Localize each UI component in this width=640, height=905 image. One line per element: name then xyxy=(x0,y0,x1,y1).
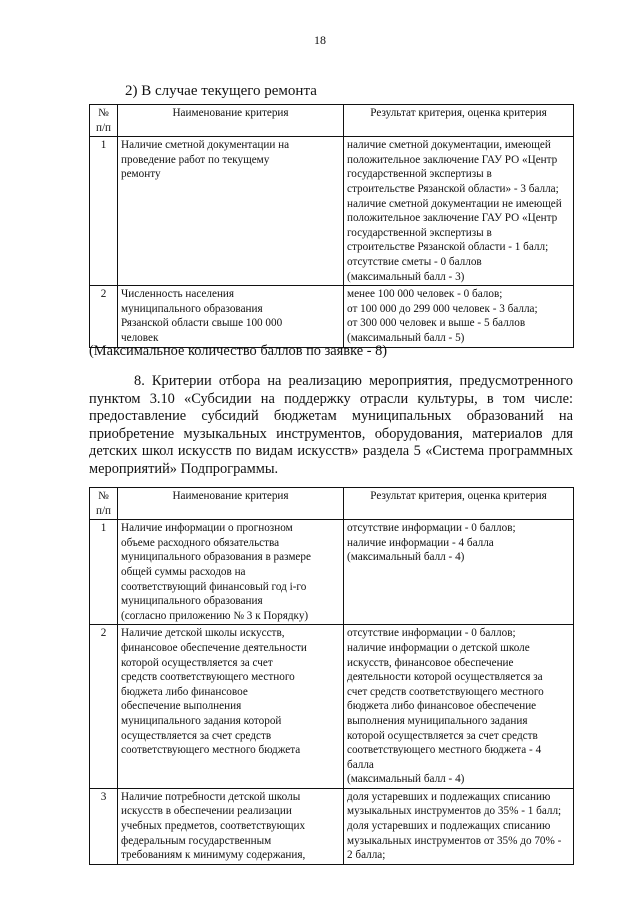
table-row xyxy=(90,520,574,625)
row-criterion-result: менее 100 000 человек - 0 балов; от 100 000 до 299 000 человек - 3 балла; от 300 000 человек и выше - 5 баллов (максимальный балл - 5) xyxy=(344,286,574,347)
row-criterion-name: Наличие сметной документации на проведение работ по текущему ремонту xyxy=(118,137,344,286)
section-2-subtitle: 2) В случае текущего ремонта xyxy=(125,83,317,99)
max-total-score: (Максимальное количество баллов по заявке - 8) xyxy=(89,343,388,359)
section-8-paragraph: 8. Критерии отбора на реализацию мероприятия, предусмотренного пунктом 3.10 «Субсидии на поддержку отрасли культуры, в том числе: предоставление субсидий бюджетам муниципальных образований на приобретение музыкальных инструментов, оборудования, материалов для детских школ искусств по видам искусств» раздела 5 «Система программных мероприятий» Подпрограммы. xyxy=(89,373,573,477)
row-criterion-result: доля устаревших и подлежащих списанию музыкальных инструментов до 35% - 1 балл; доля устаревших и подлежащих списанию музыкальных инструментов от 35% до 70% - 2 балла; xyxy=(344,788,574,864)
header-num: № п/п xyxy=(90,105,118,137)
row-criterion-result: наличие сметной документации, имеющей положительное заключение ГАУ РО «Центр государственной экспертизы в строительстве Рязанской области» - 3 балла; наличие сметной документации не имеющей положительное заключение ГАУ РО «Центр государственной экспертизы в строительстве Рязанской области - 1 балл; отсутствие сметы - 0 баллов (максимальный балл - 3) xyxy=(344,137,574,286)
row-criterion-name: Наличие потребности детской школы искусств в обеспечении реализации учебных предметов, соответствующих федеральным государственным требованиям к минимуму содержания, xyxy=(118,788,344,864)
row-criterion-result: отсутствие информации - 0 баллов; наличие информации о детской школе искусств, финансовое обеспечение деятельности которой осуществляется за счет средств соответствующего местного бюджета либо финансовое обеспечение выполнения муниципального задания которой осуществляется за счет средств соответствующего местного бюджета - 4 балла (максимальный балл - 4) xyxy=(344,625,574,789)
row-num: 3 xyxy=(90,788,118,864)
row-num: 2 xyxy=(90,625,118,789)
table-row xyxy=(90,286,574,347)
row-num: 1 xyxy=(90,137,118,286)
row-num: 1 xyxy=(90,520,118,625)
table-header-row xyxy=(90,105,574,137)
header-criterion-name: Наименование критерия xyxy=(118,105,344,137)
row-criterion-name: Численность населения муниципального образования Рязанской области свыше 100 000 человек xyxy=(118,286,344,347)
header-criterion-name: Наименование критерия xyxy=(118,488,344,520)
header-criterion-result: Результат критерия, оценка критерия xyxy=(344,488,574,520)
criteria-table-current-repair xyxy=(89,104,574,348)
table-row xyxy=(90,625,574,789)
row-criterion-result: отсутствие информации - 0 баллов; наличие информации - 4 балла (максимальный балл - 4) xyxy=(344,520,574,625)
header-criterion-result: Результат критерия, оценка критерия xyxy=(344,105,574,137)
page-number: 18 xyxy=(314,33,326,47)
row-criterion-name: Наличие детской школы искусств, финансовое обеспечение деятельности которой осуществляется за счет средств соответствующего местного бюджета либо финансовое обеспечение выполнения муниципального задания которой осуществляется за счет средств соответствующего местного бюджета xyxy=(118,625,344,789)
header-num: № п/п xyxy=(90,488,118,520)
criteria-table-musical-instruments xyxy=(89,487,574,865)
table-row xyxy=(90,788,574,864)
row-criterion-name: Наличие информации о прогнозном объеме расходного обязательства муниципального образования в размере общей суммы расходов на соответствующий финансовый год i-го муниципального образования (согласно приложению № 3 к Порядку) xyxy=(118,520,344,625)
table-header-row xyxy=(90,488,574,520)
row-num: 2 xyxy=(90,286,118,347)
table-row xyxy=(90,137,574,286)
